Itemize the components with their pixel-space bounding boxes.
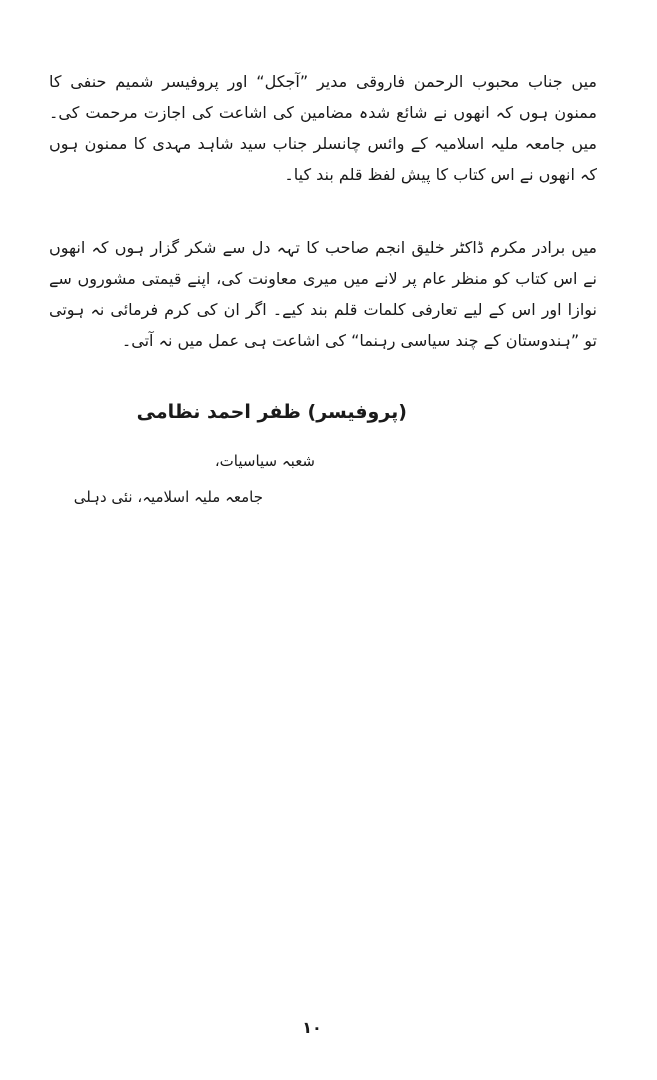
acknowledgement-paragraph-2: میں برادر مکرم ڈاکٹر خلیق انجم صاحب کا تہہ دل سے شکر گزار ہوں کہ انھوں نے اس کتاب کو منظر عام پر لانے میں میری معاونت کی، اپنے قیمتی مشوروں سے نوازا اور اس کے لیے تعارفی کلمات قلم بند کیے۔ اگر ان کی کرم فرمائی نہ ہوتی تو ”ہندوستان کے چند سیاسی رہنما“ کی اشاعت ہی عمل میں نہ آتی۔: [49, 238, 597, 350]
author-department: شعبہ سیاسیات،: [214, 452, 315, 470]
acknowledgement-paragraph-1: میں جناب محبوب الرحمن فاروقی مدیر ”آجکل“ اور پروفیسر شمیم حنفی کا ممنون ہوں کہ انھوں نے شائع شدہ مضامین کی اشاعت کی اجازت مرحمت کی۔ میں جامعہ ملیہ اسلامیہ کے وائس چانسلر جناب سید شاہد مہدی کا ممنون ہوں کہ انھوں نے اس کتاب کا پیش لفظ قلم بند کیا۔: [49, 72, 597, 184]
author-university: جامعہ ملیہ اسلامیہ، نئی دہلی: [73, 488, 263, 506]
page-number: ١٠: [302, 1018, 322, 1037]
author-signature-name: (پروفیسر) ظفر احمد نظامی: [136, 401, 407, 423]
